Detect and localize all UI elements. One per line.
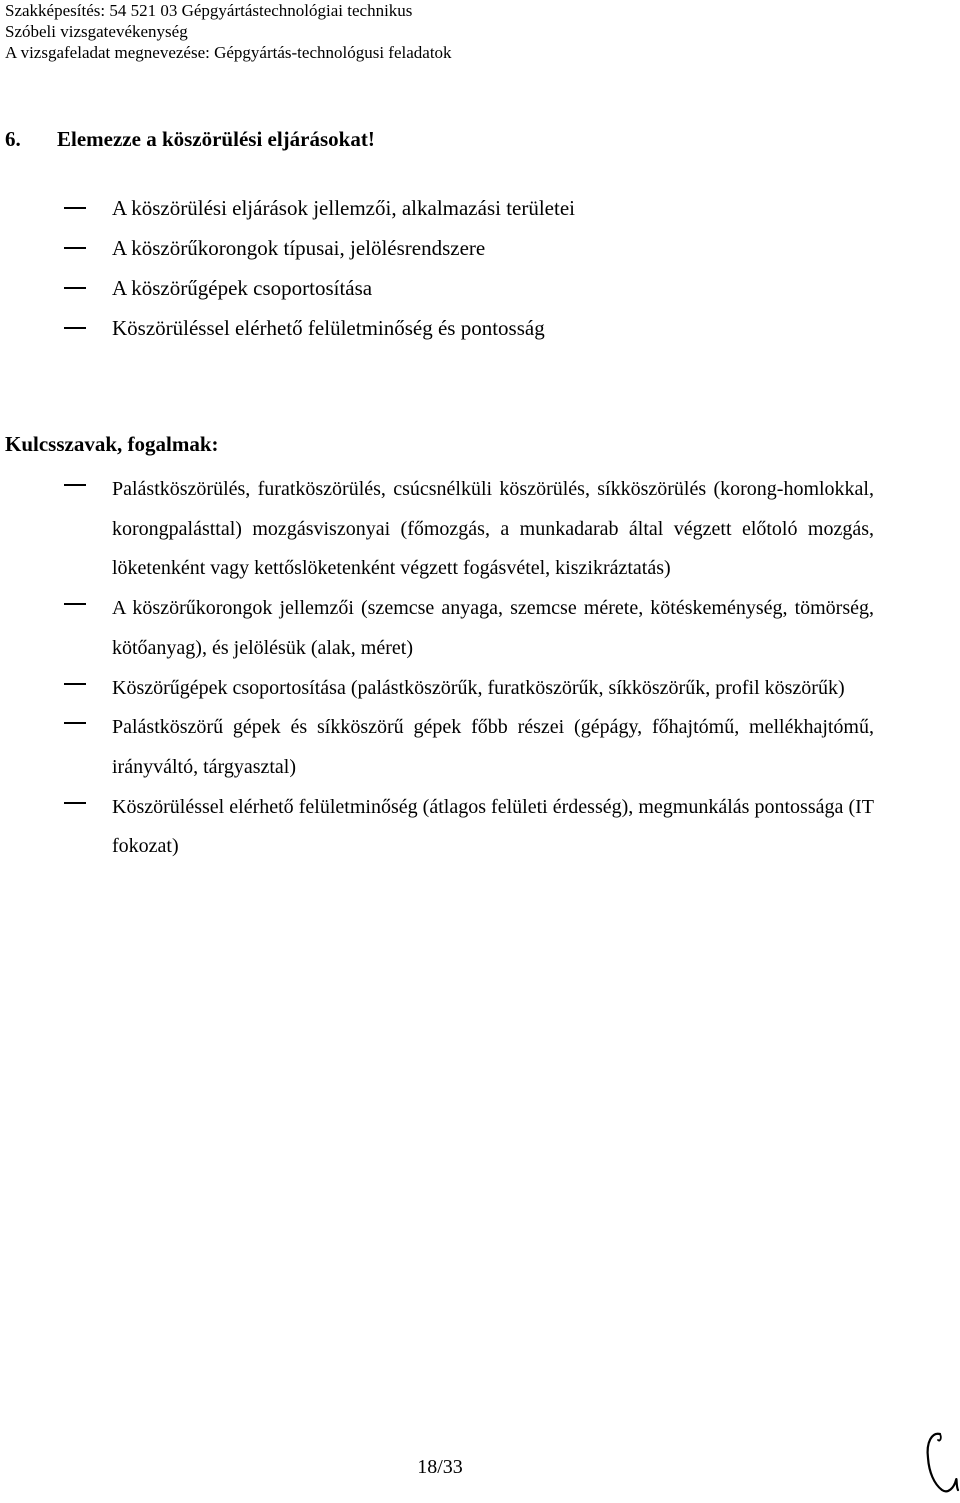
list-item (0, 194, 960, 234)
list-item (0, 234, 960, 274)
topic-text: A köszörülési eljárások jellemzői, alkalmazási területei (112, 196, 575, 220)
list-item (0, 314, 960, 354)
topic-text: A köszörűkorongok típusai, jelölésrendszere (112, 236, 486, 260)
list-item (0, 708, 960, 787)
qualification-line: Szakképesítés: 54 521 03 Gépgyártástechnológiai technikus (5, 1, 413, 20)
dash-bullet-icon (64, 802, 86, 804)
dash-bullet-icon (64, 327, 86, 329)
dash-bullet-icon (64, 722, 86, 724)
list-item (0, 470, 960, 589)
keywords-title: Kulcsszavak, fogalmak: (5, 432, 219, 456)
section-title (5, 127, 375, 152)
keyword-text: Köszörüléssel elérhető felületminőség (átlagos felületi érdesség), megmunkálás pontossága (IT fokozat) (112, 795, 874, 858)
page-number: 18/33 (417, 1456, 463, 1478)
topic-text: A köszörűgépek csoportosítása (112, 276, 373, 300)
document-header (5, 0, 452, 63)
dash-bullet-icon (64, 287, 86, 289)
section-number: 6. (5, 127, 21, 151)
exam-type-line: Szóbeli vizsgatevékenység (5, 22, 188, 41)
keyword-text: A köszörűkorongok jellemzői (szemcse anyaga, szemcse mérete, kötéskeménység, tömörség, kötőanyag), és jelölésük (alak, méret) (112, 597, 874, 659)
keyword-text: Palástköszörülés, furatköszörülés, csúcsnélküli köszörülés, síkköszörülés (korong-homlokkal, korongpalásttal) mozgásviszonyai (főmozgás, a munkadarab által végzett előtoló mozgás, löketenként vagy kettőslöketenként végzett fogásvétel, kiszikráztatás) (112, 478, 874, 580)
keyword-text: Köszörűgépek csoportosítása (palástköszörűk, furatköszörűk, síkköszörűk, profil köszörűk) (112, 676, 845, 699)
keyword-text: Palástköszörű gépek és síkköszörű gépek főbb részei (gépágy, főhajtómű, mellékhajtómű, irányváltó, tárgyasztal) (112, 716, 874, 778)
dash-bullet-icon (64, 683, 86, 685)
section-heading: Elemezze a köszörülési eljárásokat! (57, 127, 375, 151)
list-item (0, 669, 960, 709)
dash-bullet-icon (64, 207, 86, 209)
list-item (0, 274, 960, 314)
dash-bullet-icon (64, 484, 86, 486)
task-name-line: A vizsgafeladat megnevezése: Gépgyártás-technológusi feladatok (5, 43, 452, 62)
list-item (0, 589, 960, 668)
dash-bullet-icon (64, 247, 86, 249)
topic-list (0, 194, 960, 354)
topic-text: Köszörüléssel elérhető felületminőség és pontosság (112, 316, 545, 340)
signature-icon (918, 1428, 960, 1500)
keyword-list (0, 470, 960, 867)
dash-bullet-icon (64, 603, 86, 605)
list-item (0, 788, 960, 867)
